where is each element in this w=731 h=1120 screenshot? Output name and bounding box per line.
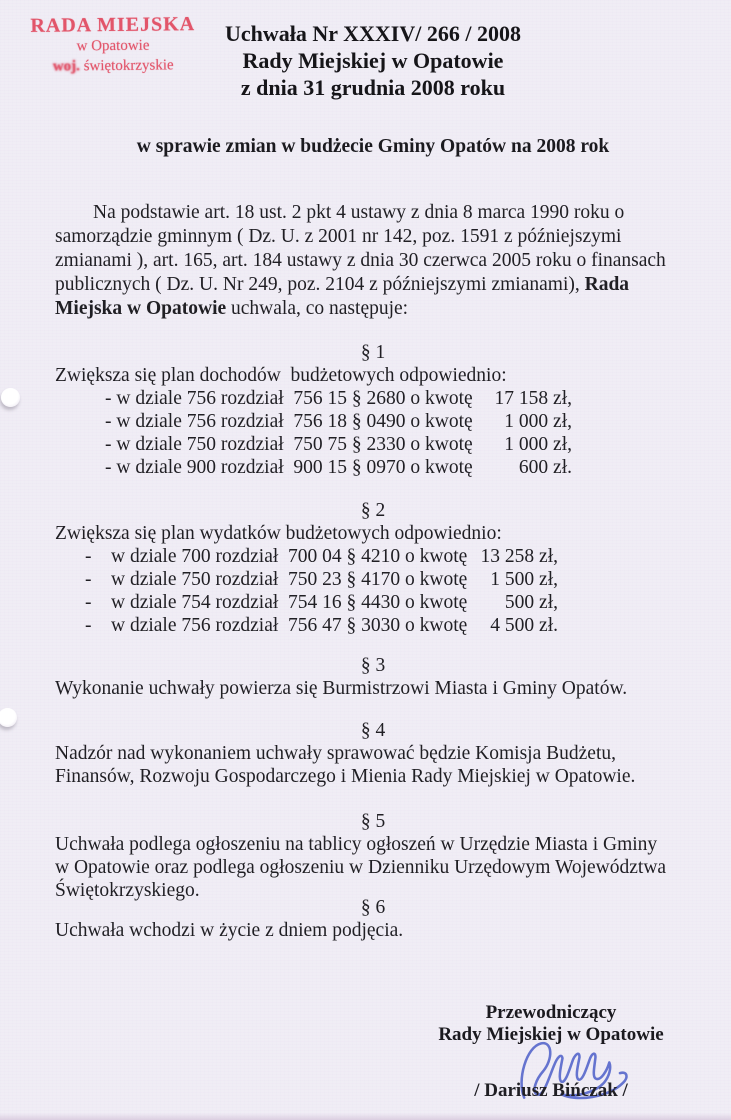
item-lead: - w dziale 754 rozdział 754 16 § 4430 o kwotę	[85, 591, 468, 613]
budget-line-item	[55, 387, 572, 410]
stamp-line-3-prefix: woj.	[52, 58, 80, 75]
section-4	[55, 719, 691, 788]
item-amount: 17 158 zł,	[494, 387, 572, 409]
signature-block	[420, 1002, 682, 1101]
title-line-council: Rady Miejskiej w Opatowie	[242, 48, 504, 73]
section-5	[55, 810, 691, 902]
stamp-line-3-rest: świętokrzyskie	[79, 57, 174, 75]
item-amount: 1 000 zł,	[504, 410, 572, 432]
item-lead: - w dziale 900 rozdział 900 15 § 0970 o kwotę	[105, 456, 473, 478]
item-amount: 13 258 zł,	[480, 545, 558, 567]
resolution-title	[52, 20, 691, 101]
item-lead: - w dziale 750 rozdział 750 23 § 4170 o kwotę	[85, 568, 468, 590]
item-amount: 1 500 zł,	[490, 568, 558, 590]
title-line-date: z dnia 31 grudnia 2008 roku	[240, 75, 506, 100]
section-3-heading: § 3	[360, 654, 386, 676]
signatory-role-line-1: Przewodniczący	[485, 1002, 617, 1023]
preamble-bold-council: Rada Miejska w Opatowie	[55, 274, 630, 319]
preamble-tail: uchwala, co następuje:	[226, 298, 409, 319]
legal-preamble	[55, 201, 691, 321]
budget-line-item	[55, 568, 572, 591]
budget-line-item	[55, 614, 572, 637]
section-4-heading: § 4	[360, 719, 386, 741]
section-2-items	[55, 545, 572, 637]
section-4-body-line: Finansów, Rozwoju Gospodarczego i Mienia Rady Miejskiej w Opatowie.	[55, 765, 636, 787]
stamp-line-2: w Opatowie	[76, 37, 150, 55]
stamp-line-1: RADA MIEJSKA	[30, 13, 196, 37]
section-1-intro: Zwiększa się plan dochodów budżetowych odpowiednio:	[55, 364, 507, 386]
budget-line-item	[55, 433, 572, 456]
item-lead: - w dziale 750 rozdział 750 75 § 2330 o kwotę	[105, 433, 473, 455]
section-1	[55, 341, 691, 479]
preamble-lead: Na podstawie art. 18 ust. 2 pkt 4 ustawy z dnia 8 marca 1990 roku o samorządzie gminnym ( Dz. U. z 2001 nr 142, poz. 1591 z późniejszymi zmianami ), art. 165, art. 184 ustawy z dnia 30 czerwca 2005 roku o finansach publicznych ( Dz. U. Nr 249, poz. 2104 z późniejszymi zmianami),	[55, 202, 666, 295]
section-3	[55, 654, 691, 700]
signatory-name: / Dariusz Bińczak /	[474, 1080, 628, 1101]
item-amount: 1 000 zł,	[504, 433, 572, 455]
section-6-heading: § 6	[360, 896, 386, 918]
item-lead: - w dziale 700 rozdział 700 04 § 4210 o kwotę	[85, 545, 468, 567]
section-4-body-line: Nadzór nad wykonaniem uchwały sprawować będzie Komisja Budżetu,	[55, 742, 616, 764]
section-2-intro: Zwiększa się plan wydatków budżetowych odpowiednio:	[55, 522, 502, 544]
resolution-subject: w sprawie zmian w budżecie Gminy Opatów na 2008 rok	[136, 136, 610, 157]
section-2	[55, 499, 691, 637]
item-lead: - w dziale 756 rozdział 756 18 § 0490 o kwotę	[105, 410, 473, 432]
budget-line-item	[55, 456, 572, 479]
budget-line-item	[55, 591, 572, 614]
section-6	[55, 896, 691, 942]
section-3-body: Wykonanie uchwały powierza się Burmistrzowi Miasta i Gminy Opatów.	[55, 677, 628, 699]
section-5-body-line: w Opatowie oraz podlega ogłoszeniu w Dzienniku Urzędowym Województwa	[55, 856, 667, 878]
section-6-body: Uchwała wchodzi w życie z dniem podjęcia.	[55, 919, 404, 941]
budget-line-item	[55, 545, 572, 568]
signatory-role-line-2: Rady Miejskiej w Opatowie	[438, 1024, 664, 1045]
item-amount: 4 500 zł.	[490, 614, 558, 636]
section-1-heading: § 1	[360, 341, 386, 363]
section-1-items	[55, 387, 572, 479]
item-lead: - w dziale 756 rozdział 756 47 § 3030 o kwotę	[85, 614, 468, 636]
section-5-body-line: Świętokrzyskiego.	[55, 879, 200, 901]
budget-line-item	[55, 410, 572, 433]
section-2-heading: § 2	[360, 499, 386, 521]
section-5-heading: § 5	[360, 810, 386, 832]
item-amount: 500 zł,	[504, 591, 558, 613]
item-lead: - w dziale 756 rozdział 756 15 § 2680 o kwotę	[105, 387, 473, 409]
section-5-body-line: Uchwała podlega ogłoszeniu na tablicy ogłoszeń w Urzędzie Miasta i Gminy	[55, 833, 658, 855]
scan-edge	[0, 1113, 731, 1120]
item-amount: 600 zł.	[518, 456, 572, 478]
title-line-number: Uchwała Nr XXXIV/ 266 / 2008	[225, 21, 521, 46]
